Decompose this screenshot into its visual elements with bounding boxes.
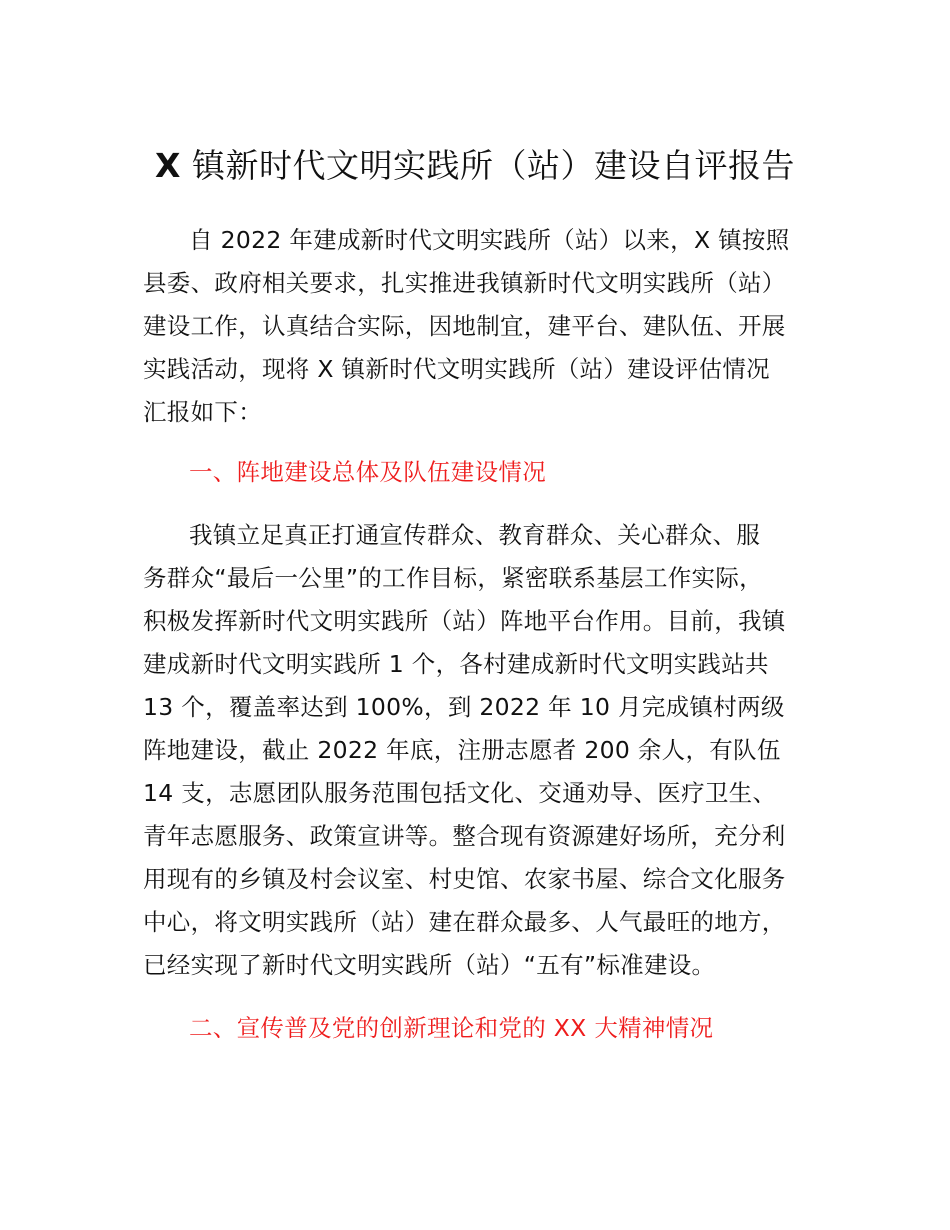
section-1-line: 积极发挥新时代文明实践所（站）阵地平台作用。目前，我镇 <box>143 607 786 635</box>
section-1-line: 务群众“最后一公里”的工作目标，紧密联系基层工作实际， <box>143 564 763 592</box>
section-1-line: 中心，将文明实践所（站）建在群众最多、人气最旺的地方， <box>143 908 786 936</box>
intro-line: 建设工作，认真结合实际，因地制宜，建平台、建队伍、开展 <box>143 312 786 340</box>
intro-line: 县委、政府相关要求，扎实推进我镇新时代文明实践所（站） <box>143 269 786 297</box>
section-1-line: 建成新时代文明实践所 1 个，各村建成新时代文明实践站共 <box>143 650 769 678</box>
section-1-line: 青年志愿服务、政策宣讲等。整合现有资源建好场所，充分利 <box>143 822 786 850</box>
section-1-line: 13 个，覆盖率达到 100%，到 2022 年 10 月完成镇村两级 <box>143 693 785 721</box>
document-title <box>0 142 950 190</box>
section-2-heading: 二、宣传普及党的创新理论和党的 XX 大精神情况 <box>189 1014 714 1042</box>
section-1-line: 用现有的乡镇及村会议室、村史馆、农家书屋、综合文化服务 <box>143 865 786 893</box>
intro-line: 汇报如下： <box>143 398 262 426</box>
section-1-heading: 一、阵地建设总体及队伍建设情况 <box>189 458 546 486</box>
intro-line: 实践活动，现将 X 镇新时代文明实践所（站）建设评估情况 <box>143 355 770 383</box>
section-1-line: 已经实现了新时代文明实践所（站）“五有”标准建设。 <box>143 951 716 979</box>
section-1-line: 我镇立足真正打通宣传群众、教育群众、关心群众、服 <box>189 521 761 549</box>
section-1-line: 阵地建设，截止 2022 年底，注册志愿者 200 余人，有队伍 <box>143 736 781 764</box>
title-text: 镇新时代文明实践所（站）建设自评报告 <box>180 146 795 185</box>
intro-line: 自 2022 年建成新时代文明实践所（站）以来，X 镇按照 <box>189 226 790 254</box>
title-prefix: X <box>155 146 181 185</box>
section-1-line: 14 支，志愿团队服务范围包括文化、交通劝导、医疗卫生、 <box>143 779 777 807</box>
